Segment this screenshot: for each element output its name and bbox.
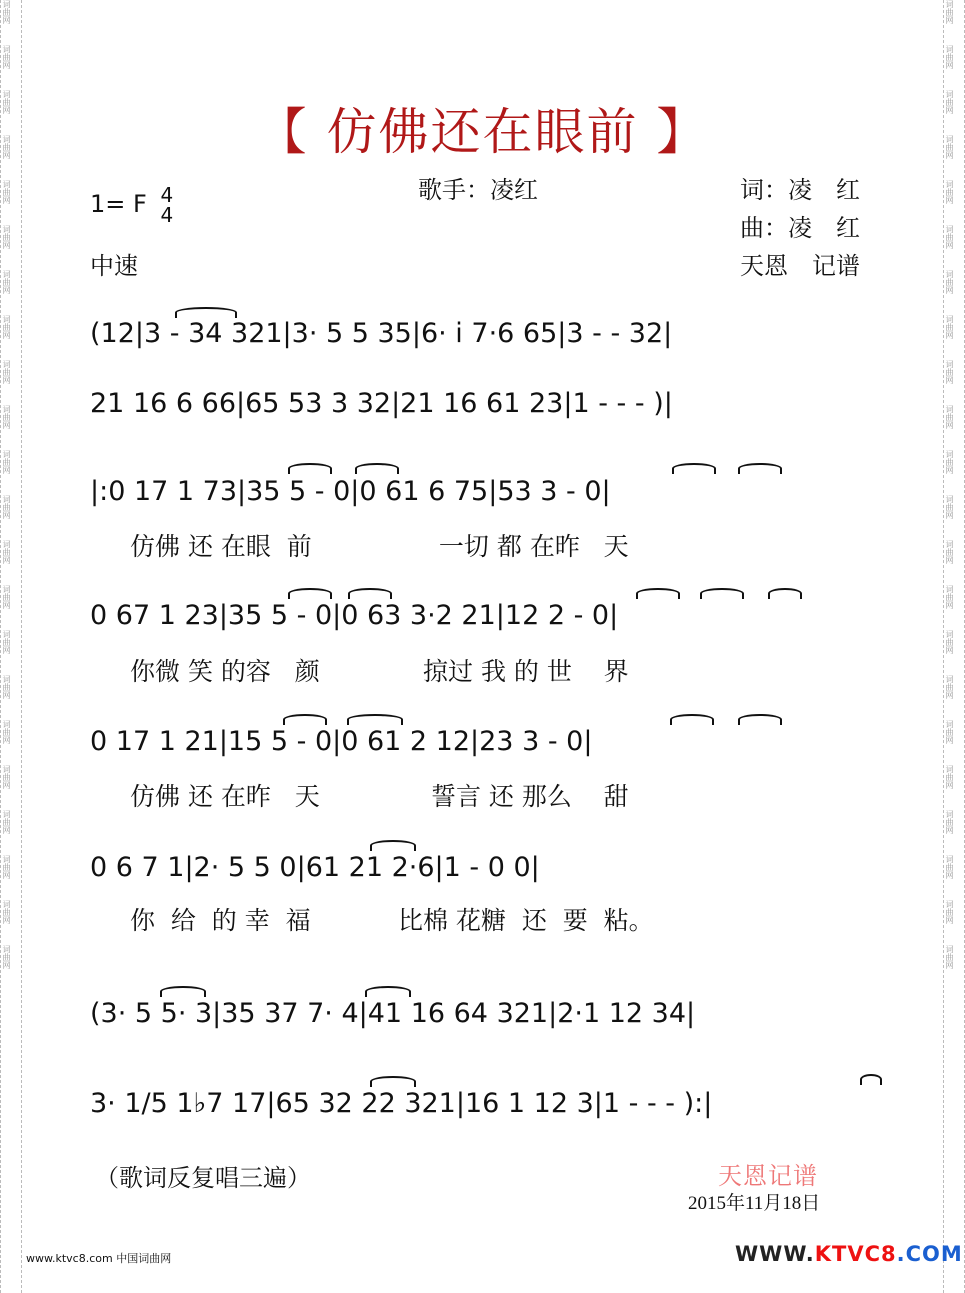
site-part-www: WWW. [735, 1242, 815, 1266]
side-watermark-text: 词曲网 [2, 360, 11, 384]
transcriber: 天恩 记谱 [740, 252, 860, 280]
lyric-line-5: 仿佛 还 在昨 天 誓言 还 那么 甜 [130, 782, 629, 811]
key-label: 1= F [90, 190, 147, 218]
score-line-7: (3· 5 5· 3|35 37 7· 4|41 16 64 321|2·1 12 34| [90, 998, 696, 1029]
score-line-8: 3· 1/5 1♭7 17|65 32 22 321|16 1 12 3|1 - - - ):| [90, 1088, 713, 1119]
side-watermark-text: 词曲网 [945, 495, 954, 519]
song-title [0, 92, 965, 164]
side-watermark-text: 词曲网 [2, 855, 11, 879]
side-watermark-text: 词曲网 [945, 360, 954, 384]
side-watermark-text: 词曲网 [2, 315, 11, 339]
slur [288, 588, 332, 599]
footer-right-site[interactable] [735, 1242, 963, 1266]
slur [288, 463, 332, 474]
side-watermark-text: 词曲网 [2, 765, 11, 789]
repeat-note: （歌词反复唱三遍） [95, 1164, 311, 1192]
side-watermark-text: 词曲网 [945, 405, 954, 429]
side-watermark-text: 词曲网 [945, 675, 954, 699]
side-watermark-text: 词曲网 [2, 135, 11, 159]
side-watermark-text: 词曲网 [945, 315, 954, 339]
score-line-2: 21 16 6 66|65 53 3 32|21 16 61 23|1 - - - )| [90, 388, 673, 419]
site-part-name: KTVC8 [814, 1242, 897, 1266]
time-bottom: 4 [160, 203, 174, 227]
time-signature [160, 185, 173, 225]
side-watermark-text: 词曲网 [2, 180, 11, 204]
slur [365, 986, 411, 997]
lyric-line-4: 你微 笑 的容 颜 掠过 我 的 世 界 [130, 657, 629, 686]
slur [355, 463, 399, 474]
score-line-4: 0 67 1 23|35 5 - 0|0 63 3·2 21|12 2 - 0| [90, 600, 619, 631]
side-watermark-text: 词曲网 [2, 585, 11, 609]
side-watermark-text: 词曲网 [2, 405, 11, 429]
key-signature [90, 185, 173, 225]
slur [738, 463, 782, 474]
title-name: 仿佛还在眼前 [326, 103, 639, 161]
side-watermark-text: 词曲网 [945, 0, 954, 24]
slur [636, 588, 680, 599]
side-watermark-text: 词曲网 [2, 90, 11, 114]
tempo: 中速 [90, 252, 138, 280]
lyricist: 词：凌 红 [740, 176, 860, 204]
side-watermark-text: 词曲网 [945, 900, 954, 924]
side-watermark-text: 词曲网 [945, 90, 954, 114]
composer: 曲：凌 红 [740, 214, 860, 242]
slur [700, 588, 744, 599]
side-watermark-text: 词曲网 [945, 945, 954, 969]
side-watermark-text: 词曲网 [2, 270, 11, 294]
slur [175, 307, 237, 318]
time-top: 4 [160, 183, 174, 207]
side-watermark-text: 词曲网 [2, 720, 11, 744]
side-watermark-text: 词曲网 [945, 585, 954, 609]
slur [370, 840, 416, 851]
side-watermark-text: 词曲网 [945, 810, 954, 834]
side-watermark-text: 词曲网 [2, 675, 11, 699]
slur [348, 588, 392, 599]
side-watermark-text: 词曲网 [2, 900, 11, 924]
side-watermark-text: 词曲网 [2, 495, 11, 519]
slur [283, 714, 327, 725]
date: 2015年11月18日 [688, 1193, 821, 1214]
left-watermark-strip [0, 0, 22, 1293]
side-watermark-text: 词曲网 [2, 0, 11, 24]
side-watermark-text: 词曲网 [945, 225, 954, 249]
singer: 歌手：凌红 [418, 176, 538, 204]
slur [738, 714, 782, 725]
lyric-line-6: 你 给 的 幸 福 比棉 花糖 还 要 粘。 [130, 906, 654, 935]
score-line-3: |:0 17 1 73|35 5 - 0|0 61 6 75|53 3 - 0| [90, 476, 611, 507]
score-line-5: 0 17 1 21|15 5 - 0|0 61 2 12|23 3 - 0| [90, 726, 593, 757]
side-watermark-text: 词曲网 [2, 450, 11, 474]
side-watermark-text: 词曲网 [2, 945, 11, 969]
slur [768, 588, 802, 599]
side-watermark-text: 词曲网 [945, 720, 954, 744]
side-watermark-text: 词曲网 [2, 45, 11, 69]
slur [670, 714, 714, 725]
site-part-com: .COM [896, 1242, 963, 1266]
side-watermark-text: 词曲网 [945, 180, 954, 204]
side-watermark-text: 词曲网 [2, 810, 11, 834]
title-close-bracket: 】 [656, 103, 709, 161]
side-watermark-text: 词曲网 [2, 630, 11, 654]
side-watermark-text: 词曲网 [945, 45, 954, 69]
side-watermark-text: 词曲网 [945, 135, 954, 159]
side-watermark-text: 词曲网 [2, 540, 11, 564]
lyric-line-3: 仿佛 还 在眼 前 一切 都 在昨 天 [130, 532, 629, 561]
side-watermark-text: 词曲网 [945, 765, 954, 789]
right-watermark-strip [943, 0, 965, 1293]
title-open-bracket: 【 [256, 103, 309, 161]
score-line-6: 0 6 7 1|2· 5 5 0|61 21 2·6|1 - 0 0| [90, 852, 540, 883]
side-watermark-text: 词曲网 [945, 540, 954, 564]
side-watermark-text: 词曲网 [945, 630, 954, 654]
slur [347, 714, 403, 725]
slur [370, 1076, 416, 1087]
slur [160, 986, 206, 997]
side-watermark-text: 词曲网 [945, 270, 954, 294]
side-watermark-text: 词曲网 [945, 450, 954, 474]
footer-left-site[interactable]: www.ktvc8.com 中国词曲网 [26, 1252, 172, 1265]
side-watermark-text: 词曲网 [945, 855, 954, 879]
score-line-1: (12|3 - 34 321|3· 5 5 35|6· i 7·6 65|3 - - 32| [90, 318, 673, 349]
slur [672, 463, 716, 474]
fermata [860, 1074, 882, 1085]
transcriber-stamp: 天恩记谱 [718, 1162, 818, 1190]
side-watermark-text: 词曲网 [2, 225, 11, 249]
